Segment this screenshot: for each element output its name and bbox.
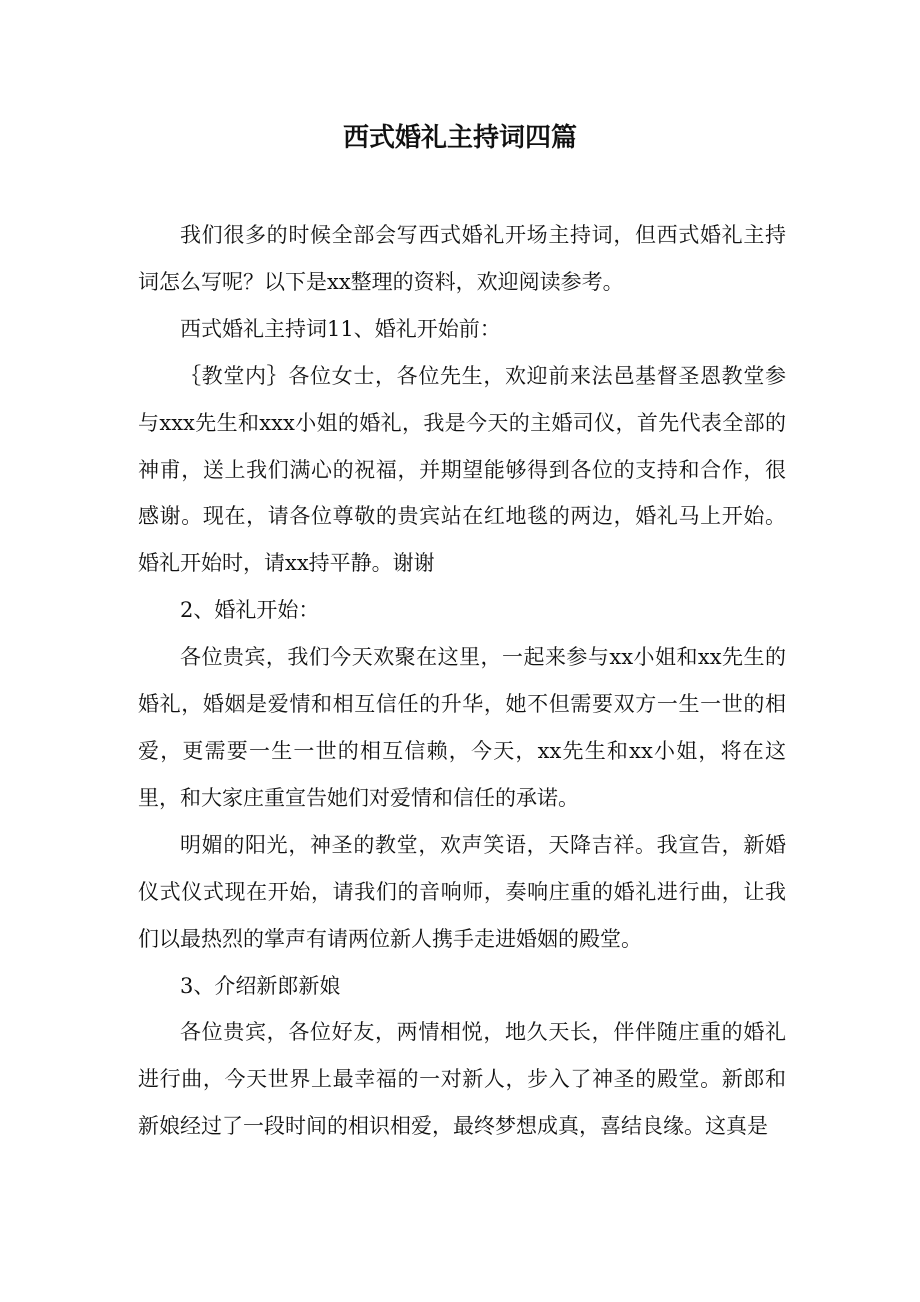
- paragraph-intro: 我们很多的时候全部会写西式婚礼开场主持词，但西式婚礼主持词怎么写呢？以下是xx整理的资料，欢迎阅读参考。: [138, 223, 786, 294]
- document-body: [138, 212, 786, 1150]
- paragraph-wedding-march: 明媚的阳光，神圣的教堂，欢声笑语，天降吉祥。我宣告，新婚仪式仪式现在开始，请我们的音响师，奏响庄重的婚礼进行曲，让我们以最热烈的掌声有请两位新人携手走进婚姻的殿堂。: [138, 832, 786, 951]
- section-heading-1: 西式婚礼主持词11、婚礼开始前：: [180, 316, 501, 341]
- section-heading-3: 3、介绍新郎新娘: [180, 973, 341, 998]
- document-title: 西式婚礼主持词四篇: [342, 123, 577, 153]
- paragraph-church-welcome: ｛教堂内｝各位女士，各位先生，欢迎前来法邑基督圣恩教堂参与xxx先生和xxx小姐的婚礼，我是今天的主婚司仪，首先代表全部的神甫，送上我们满心的祝福，并期望能够得到各位的支持和合作，很感谢。现在，请各位尊敬的贵宾站在红地毯的两边，婚礼马上开始。婚礼开始时，请xx持平静。谢谢: [138, 363, 786, 576]
- paragraph-introduce-couple: 各位贵宾，各位好友，两情相悦，地久天长，伴伴随庄重的婚礼进行曲，今天世界上最幸福的一对新人，步入了神圣的殿堂。新郎和新娘经过了一段时间的相识相爱，最终梦想成真，喜结良缘。这真是: [138, 1020, 786, 1139]
- paragraph-ceremony-start: 各位贵宾，我们今天欢聚在这里，一起来参与xx小姐和xx先生的婚礼，婚姻是爱情和相互信任的升华，她不但需要双方一生一世的相爱，更需要一生一世的相互信赖，今天，xx先生和xx小姐，将在这里，和大家庄重宣告她们对爱情和信任的承诺。: [138, 645, 786, 810]
- section-heading-2: 2、婚礼开始：: [180, 598, 320, 623]
